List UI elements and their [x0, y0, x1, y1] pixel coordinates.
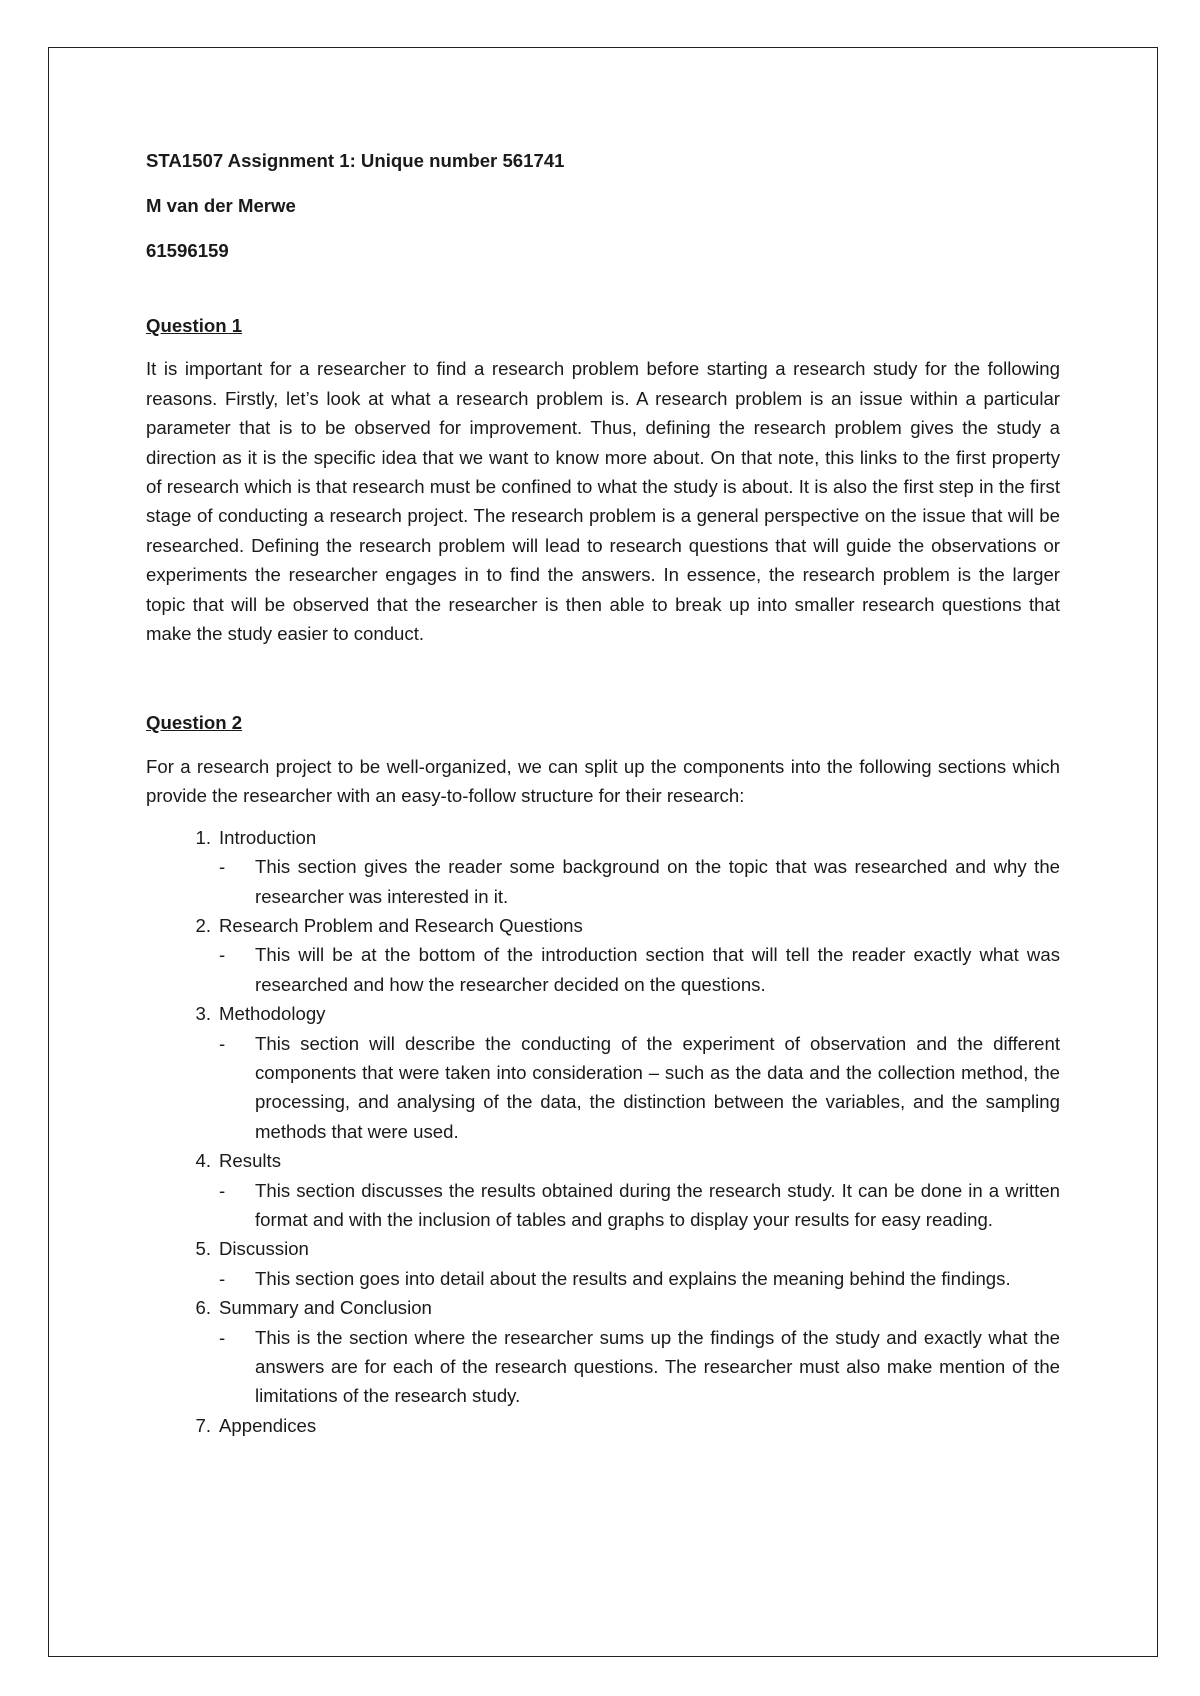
author-name: M van der Merwe — [146, 195, 296, 216]
item-number: 3. — [195, 1003, 211, 1025]
item-description — [146, 940, 1060, 999]
item-title: Methodology — [219, 1003, 326, 1025]
item-number: 6. — [195, 1297, 211, 1319]
dash-bullet: - — [219, 1326, 226, 1348]
item-description-text: This will be at the bottom of the introduction section that will tell the reader exactly what was researched and how the researcher decided on the questions. — [255, 944, 1060, 995]
dash-bullet: - — [219, 1032, 226, 1054]
dash-bullet: - — [219, 856, 226, 878]
item-number: 4. — [195, 1150, 211, 1172]
item-description-text: This section gives the reader some background on the topic that was researched and why the researcher was interested in it. — [255, 856, 1060, 907]
list-item — [146, 1293, 1060, 1411]
list-item — [146, 823, 1060, 911]
item-description-text: This section will describe the conducting of the experiment of observation and the different components that were taken into consideration – such as the data and the collection method, the processing, and analysing of the data, the distinction between the variables, and the sampling methods that were used. — [255, 1032, 1060, 1142]
item-number: 7. — [195, 1414, 211, 1436]
item-title: Summary and Conclusion — [219, 1297, 432, 1319]
assignment-title: STA1507 Assignment 1: Unique number 561741 — [146, 150, 565, 171]
list-item — [146, 1146, 1060, 1234]
item-description-text: This section discusses the results obtained during the research study. It can be done in a written format and with the inclusion of tables and graphs to display your results for easy reading. — [255, 1179, 1060, 1230]
item-number: 1. — [195, 826, 211, 848]
list-item — [146, 999, 1060, 1146]
item-description-text: This section goes into detail about the results and explains the meaning behind the findings. — [255, 1267, 1011, 1289]
list-item — [146, 1411, 1060, 1440]
dash-bullet: - — [219, 1267, 226, 1289]
dash-bullet: - — [219, 944, 226, 966]
item-title: Research Problem and Research Questions — [219, 914, 583, 936]
item-number: 2. — [195, 914, 211, 936]
question-1-heading: Question 1 — [146, 315, 243, 336]
student-number: 61596159 — [146, 240, 229, 261]
document-content — [146, 146, 1060, 1440]
question-2-intro: For a research project to be well-organized, we can split up the components into the following sections which provide the researcher with an easy-to-follow structure for their research: — [146, 755, 1060, 807]
item-title: Discussion — [219, 1238, 309, 1260]
list-item — [146, 1234, 1060, 1293]
item-description — [146, 1264, 1060, 1293]
item-description — [146, 852, 1060, 911]
item-description — [146, 1029, 1060, 1147]
item-title: Results — [219, 1150, 282, 1172]
list-item — [146, 911, 1060, 999]
dash-bullet: - — [219, 1179, 226, 1201]
section-list — [146, 823, 1060, 1441]
item-title: Appendices — [219, 1414, 317, 1436]
question-2-heading: Question 2 — [146, 712, 243, 734]
item-description — [146, 1176, 1060, 1235]
item-description-text: This is the section where the researcher sums up the findings of the study and exactly what the answers are for each of the research questions. The researcher must also make mention of the limitations of the research study. — [255, 1326, 1060, 1407]
item-title: Introduction — [219, 826, 317, 848]
item-number: 5. — [195, 1238, 211, 1260]
question-1-answer: It is important for a researcher to find a research problem before starting a research study for the following reasons. Firstly, let’s look at what a research problem is. A research problem is an issue within a particular parameter that is to be observed for improvement. Thus, defining the research problem gives the study a direction as it is the specific idea that we want to know more about. On that note, this links to the first property of research which is that research must be confined to what the study is about. It is also the first step in the first stage of conducting a research project. The research problem is a general perspective on the issue that will be researched. Defining the research problem will lead to research questions that will guide the observations or experiments the researcher engages in to find the answers. In essence, the research problem is the larger topic that will be observed that the researcher is then able to break up into smaller research questions that make the study easier to conduct. — [146, 358, 1060, 645]
item-description — [146, 1323, 1060, 1411]
